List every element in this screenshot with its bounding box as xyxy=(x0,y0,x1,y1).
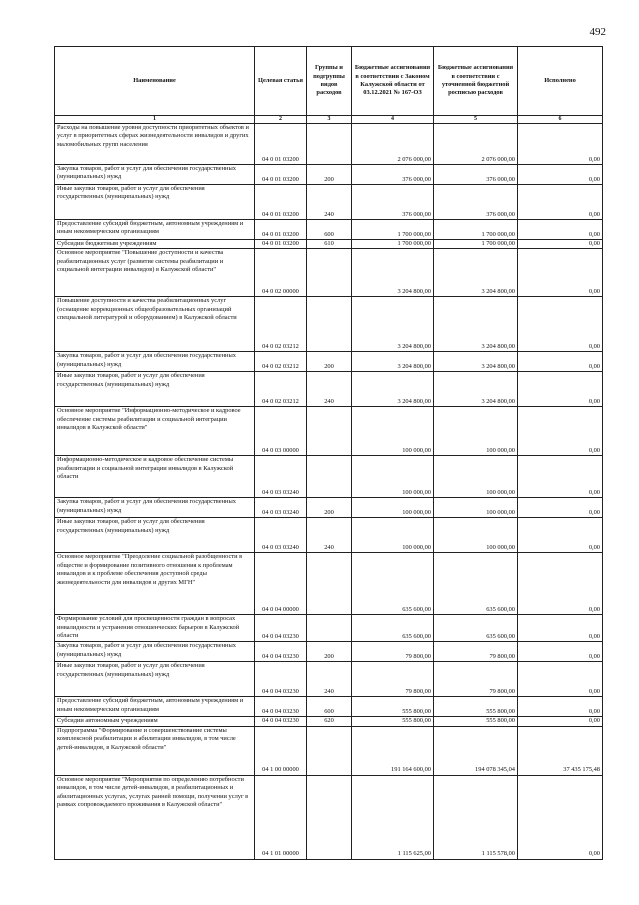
cell-expense-group: 200 xyxy=(307,498,352,518)
table-row xyxy=(55,165,603,185)
cell-target-article: 04 0 04 03230 xyxy=(255,642,307,662)
cell-name: Закупка товаров, работ и услуг для обеспечения государственных (муниципальных) нужд xyxy=(55,642,255,662)
column-number: 2 xyxy=(255,116,307,124)
column-header-refined-allocations: Бюджетные ассигнования в соответствии с уточненной бюджетной росписью расходов xyxy=(434,47,518,116)
table-row xyxy=(55,642,603,662)
cell-refined-allocation: 100 000,00 xyxy=(434,407,518,456)
cell-refined-allocation: 100 000,00 xyxy=(434,518,518,553)
cell-expense-group: 240 xyxy=(307,372,352,407)
cell-law-allocation: 3 204 800,00 xyxy=(352,352,434,372)
cell-name: Информационно-методическое и кадровое обеспечение системы реабилитации и социальной интеграции инвалидов в Калужской области xyxy=(55,456,255,498)
table-row xyxy=(55,615,603,642)
cell-name: Субсидии бюджетным учреждениям xyxy=(55,240,255,249)
cell-target-article: 04 0 03 03240 xyxy=(255,498,307,518)
cell-name: Закупка товаров, работ и услуг для обеспечения государственных (муниципальных) нужд xyxy=(55,352,255,372)
table-row xyxy=(55,726,603,775)
cell-executed: 0,00 xyxy=(518,498,603,518)
cell-expense-group xyxy=(307,615,352,642)
cell-law-allocation: 1 700 000,00 xyxy=(352,240,434,249)
column-number: 1 xyxy=(55,116,255,124)
table-row xyxy=(55,352,603,372)
table-row xyxy=(55,553,603,615)
table-row xyxy=(55,124,603,165)
table-row xyxy=(55,498,603,518)
cell-name: Подпрограмма "Формирование и совершенствование системы комплексной реабилитации и абилитации инвалидов, в том числе детей-инвалидов, в Калужской области" xyxy=(55,726,255,775)
cell-expense-group xyxy=(307,124,352,165)
cell-executed: 0,00 xyxy=(518,717,603,726)
cell-law-allocation: 3 204 800,00 xyxy=(352,249,434,297)
cell-law-allocation: 2 076 000,00 xyxy=(352,124,434,165)
cell-target-article: 04 0 03 03240 xyxy=(255,456,307,498)
cell-expense-group: 620 xyxy=(307,717,352,726)
cell-target-article: 04 0 01 03200 xyxy=(255,124,307,165)
cell-law-allocation: 555 800,00 xyxy=(352,697,434,717)
cell-expense-group xyxy=(307,456,352,498)
cell-law-allocation: 1 700 000,00 xyxy=(352,220,434,240)
cell-name: Иные закупки товаров, работ и услуг для обеспечения государственных (муниципальных) нужд xyxy=(55,662,255,697)
cell-target-article: 04 0 01 03200 xyxy=(255,220,307,240)
cell-target-article: 04 0 03 03240 xyxy=(255,518,307,553)
cell-refined-allocation: 1 700 000,00 xyxy=(434,240,518,249)
cell-refined-allocation: 376 000,00 xyxy=(434,165,518,185)
table-row xyxy=(55,518,603,553)
cell-refined-allocation: 376 000,00 xyxy=(434,185,518,220)
table-row xyxy=(55,697,603,717)
cell-name: Иные закупки товаров, работ и услуг для обеспечения государственных (муниципальных) нужд xyxy=(55,185,255,220)
cell-target-article: 04 0 01 03200 xyxy=(255,165,307,185)
cell-refined-allocation: 79 800,00 xyxy=(434,642,518,662)
cell-expense-group: 600 xyxy=(307,220,352,240)
cell-executed: 0,00 xyxy=(518,662,603,697)
column-number-row xyxy=(55,116,603,124)
cell-expense-group xyxy=(307,297,352,352)
cell-executed: 0,00 xyxy=(518,249,603,297)
cell-law-allocation: 635 600,00 xyxy=(352,615,434,642)
table-row xyxy=(55,662,603,697)
cell-expense-group: 240 xyxy=(307,662,352,697)
cell-name: Предоставление субсидий бюджетным, автономным учреждениям и иным некоммерческим организациям xyxy=(55,697,255,717)
cell-refined-allocation: 100 000,00 xyxy=(434,498,518,518)
column-header-law-allocations: Бюджетные ассигнования в соответствии с Законом Калужской области от 03.12.2021 № 167-ОЗ xyxy=(352,47,434,116)
cell-executed: 0,00 xyxy=(518,407,603,456)
cell-expense-group: 610 xyxy=(307,240,352,249)
cell-refined-allocation: 3 204 800,00 xyxy=(434,372,518,407)
cell-refined-allocation: 635 600,00 xyxy=(434,615,518,642)
table-body xyxy=(55,124,603,860)
column-header-target-article: Целевая статья xyxy=(255,47,307,116)
cell-name: Основное мероприятие "Повышение доступности и качества реабилитационных услуг (развитие системы реабилитации и социальной интеграции инвалидов) в Калужской области" xyxy=(55,249,255,297)
cell-law-allocation: 100 000,00 xyxy=(352,498,434,518)
cell-target-article: 04 0 04 03230 xyxy=(255,615,307,642)
cell-target-article: 04 0 04 03230 xyxy=(255,717,307,726)
cell-expense-group xyxy=(307,775,352,859)
cell-law-allocation: 3 204 800,00 xyxy=(352,372,434,407)
cell-executed: 0,00 xyxy=(518,456,603,498)
cell-executed: 37 435 175,48 xyxy=(518,726,603,775)
cell-executed: 0,00 xyxy=(518,697,603,717)
cell-refined-allocation: 635 600,00 xyxy=(434,553,518,615)
cell-target-article: 04 0 04 03230 xyxy=(255,697,307,717)
cell-refined-allocation: 3 204 800,00 xyxy=(434,297,518,352)
cell-name: Расходы на повышение уровня доступности приоритетных объектов и услуг в приоритетных сферах жизнедеятельности инвалидов и других маломобильных групп населения xyxy=(55,124,255,165)
table-row xyxy=(55,775,603,859)
column-header-executed: Исполнено xyxy=(518,47,603,116)
cell-target-article: 04 0 04 03230 xyxy=(255,662,307,697)
cell-refined-allocation: 555 800,00 xyxy=(434,717,518,726)
cell-law-allocation: 100 000,00 xyxy=(352,518,434,553)
cell-refined-allocation: 1 115 578,00 xyxy=(434,775,518,859)
cell-target-article: 04 0 02 03212 xyxy=(255,297,307,352)
cell-executed: 0,00 xyxy=(518,165,603,185)
cell-name: Формирование условий для просвещенности граждан в вопросах инвалидности и устранения отношенческих барьеров в Калужской области xyxy=(55,615,255,642)
column-number: 5 xyxy=(434,116,518,124)
cell-refined-allocation: 3 204 800,00 xyxy=(434,352,518,372)
cell-expense-group xyxy=(307,407,352,456)
page-number: 492 xyxy=(589,26,606,38)
cell-law-allocation: 376 000,00 xyxy=(352,165,434,185)
table-row xyxy=(55,297,603,352)
cell-refined-allocation: 3 204 800,00 xyxy=(434,249,518,297)
cell-target-article: 04 1 00 00000 xyxy=(255,726,307,775)
cell-law-allocation: 100 000,00 xyxy=(352,407,434,456)
cell-law-allocation: 191 164 600,00 xyxy=(352,726,434,775)
cell-executed: 0,00 xyxy=(518,185,603,220)
cell-refined-allocation: 79 800,00 xyxy=(434,662,518,697)
cell-law-allocation: 555 800,00 xyxy=(352,717,434,726)
cell-executed: 0,00 xyxy=(518,518,603,553)
cell-expense-group: 200 xyxy=(307,165,352,185)
cell-name: Основное мероприятие "Информационно-методическое и кадровое обеспечение системы реабилитации и социальной интеграции инвалидов в Калужской области" xyxy=(55,407,255,456)
cell-executed: 0,00 xyxy=(518,352,603,372)
cell-executed: 0,00 xyxy=(518,372,603,407)
cell-name: Иные закупки товаров, работ и услуг для обеспечения государственных (муниципальных) нужд xyxy=(55,518,255,553)
column-header-name: Наименование xyxy=(55,47,255,116)
cell-executed: 0,00 xyxy=(518,297,603,352)
budget-table xyxy=(54,46,603,860)
cell-name: Иные закупки товаров, работ и услуг для обеспечения государственных (муниципальных) нужд xyxy=(55,372,255,407)
cell-law-allocation: 1 115 625,00 xyxy=(352,775,434,859)
cell-refined-allocation: 194 078 345,04 xyxy=(434,726,518,775)
cell-law-allocation: 3 204 800,00 xyxy=(352,297,434,352)
table-row xyxy=(55,372,603,407)
cell-target-article: 04 0 04 00000 xyxy=(255,553,307,615)
cell-target-article: 04 0 02 03212 xyxy=(255,372,307,407)
cell-expense-group xyxy=(307,249,352,297)
table-row xyxy=(55,717,603,726)
table-row xyxy=(55,407,603,456)
cell-expense-group: 240 xyxy=(307,518,352,553)
cell-expense-group: 600 xyxy=(307,697,352,717)
cell-target-article: 04 0 01 03200 xyxy=(255,185,307,220)
cell-refined-allocation: 2 076 000,00 xyxy=(434,124,518,165)
cell-expense-group: 200 xyxy=(307,352,352,372)
cell-law-allocation: 79 800,00 xyxy=(352,662,434,697)
cell-name: Закупка товаров, работ и услуг для обеспечения государственных (муниципальных) нужд xyxy=(55,498,255,518)
cell-refined-allocation: 555 800,00 xyxy=(434,697,518,717)
cell-name: Основное мероприятие "Преодоление социальной разобщенности в обществе и формирование позитивного отношения к проблемам инвалидов и к проблеме обеспечения доступной среды жизнедеятельности для инвалидов и других МГН" xyxy=(55,553,255,615)
cell-target-article: 04 1 01 00000 xyxy=(255,775,307,859)
cell-executed: 0,00 xyxy=(518,775,603,859)
cell-target-article: 04 0 03 00000 xyxy=(255,407,307,456)
cell-law-allocation: 79 800,00 xyxy=(352,642,434,662)
cell-refined-allocation: 1 700 000,00 xyxy=(434,220,518,240)
cell-law-allocation: 100 000,00 xyxy=(352,456,434,498)
cell-target-article: 04 0 02 00000 xyxy=(255,249,307,297)
cell-refined-allocation: 100 000,00 xyxy=(434,456,518,498)
cell-expense-group xyxy=(307,553,352,615)
cell-law-allocation: 635 600,00 xyxy=(352,553,434,615)
cell-name: Предоставление субсидий бюджетным, автономным учреждениям и иным некоммерческим организациям xyxy=(55,220,255,240)
cell-executed: 0,00 xyxy=(518,553,603,615)
table-row xyxy=(55,220,603,240)
cell-executed: 0,00 xyxy=(518,615,603,642)
cell-name: Основное мероприятие "Мероприятия по определению потребности инвалидов, в том числе детей-инвалидов, в реабилитационных и абилитационных услугах, услугах ранней помощи, получении услуг в рамках сопровождаемого проживания в Калужской области" xyxy=(55,775,255,859)
cell-executed: 0,00 xyxy=(518,642,603,662)
cell-name: Закупка товаров, работ и услуг для обеспечения государственных (муниципальных) нужд xyxy=(55,165,255,185)
cell-target-article: 04 0 02 03212 xyxy=(255,352,307,372)
cell-executed: 0,00 xyxy=(518,124,603,165)
table-row xyxy=(55,456,603,498)
cell-expense-group: 240 xyxy=(307,185,352,220)
cell-law-allocation: 376 000,00 xyxy=(352,185,434,220)
cell-target-article: 04 0 01 03200 xyxy=(255,240,307,249)
column-number: 4 xyxy=(352,116,434,124)
table-header-row xyxy=(55,47,603,116)
cell-executed: 0,00 xyxy=(518,240,603,249)
cell-name: Субсидии автономным учреждениям xyxy=(55,717,255,726)
column-number: 3 xyxy=(307,116,352,124)
cell-name: Повышение доступности и качества реабилитационных услуг (оснащение коррекционных общеобразовательных организаций специальной литературой и оборудованием) в Калужской области xyxy=(55,297,255,352)
cell-expense-group xyxy=(307,726,352,775)
table-row xyxy=(55,249,603,297)
cell-expense-group: 200 xyxy=(307,642,352,662)
column-number: 6 xyxy=(518,116,603,124)
table-row xyxy=(55,240,603,249)
table-row xyxy=(55,185,603,220)
column-header-expense-group: Группы и подгруппы видов расходов xyxy=(307,47,352,116)
cell-executed: 0,00 xyxy=(518,220,603,240)
